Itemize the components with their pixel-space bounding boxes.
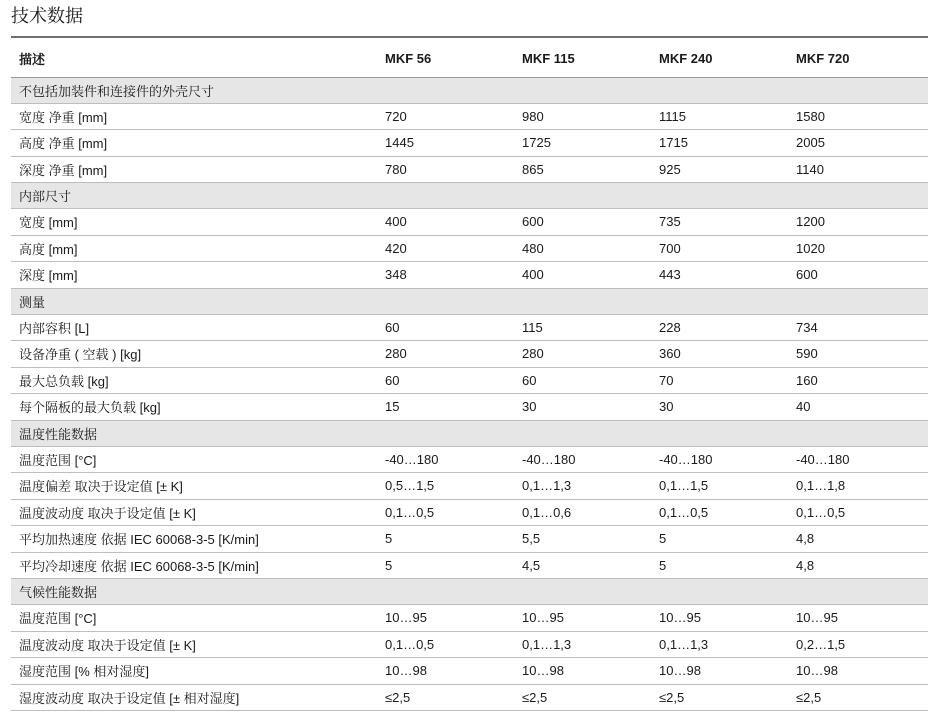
cell-value: 590 — [788, 341, 928, 368]
table-row — [11, 394, 928, 421]
cell-value: 0,1…1,5 — [651, 473, 788, 500]
cell-value: 5 — [377, 526, 514, 553]
cell-value: 280 — [514, 341, 651, 368]
cell-value: 420 — [377, 235, 514, 262]
table-row — [11, 658, 928, 685]
table-row — [11, 552, 928, 579]
cell-value: 0,1…1,3 — [514, 473, 651, 500]
cell-value: 0,1…1,3 — [514, 631, 651, 658]
cell-value: 360 — [651, 341, 788, 368]
row-label: 每个隔板的最大负载 [kg] — [11, 394, 377, 421]
cell-value: 0,1…0,6 — [514, 499, 651, 526]
cell-value: 0,1…1,3 — [651, 631, 788, 658]
cell-value: -40…180 — [788, 446, 928, 473]
cell-value: 10…95 — [788, 605, 928, 632]
table-row — [11, 209, 928, 236]
cell-value: ≤2,5 — [377, 684, 514, 711]
row-label: 平均加热速度 依据 IEC 60068-3-5 [K/min] — [11, 526, 377, 553]
section-title: 内部尺寸 — [11, 183, 928, 209]
cell-value: 735 — [651, 209, 788, 236]
row-label: 温度偏差 取决于设定值 [± K] — [11, 473, 377, 500]
cell-value: 60 — [377, 367, 514, 394]
table-row — [11, 499, 928, 526]
table-row — [11, 605, 928, 632]
table-row — [11, 367, 928, 394]
table-header — [11, 40, 928, 77]
header-description: 描述 — [11, 40, 377, 77]
row-label: 高度 [mm] — [11, 235, 377, 262]
cell-value: 443 — [651, 262, 788, 289]
cell-value: 10…98 — [788, 658, 928, 685]
cell-value: 865 — [514, 156, 651, 183]
cell-value: 4,8 — [788, 526, 928, 553]
cell-value: 400 — [377, 209, 514, 236]
cell-value: -40…180 — [651, 446, 788, 473]
row-label: 平均冷却速度 依据 IEC 60068-3-5 [K/min] — [11, 552, 377, 579]
row-label: 宽度 [mm] — [11, 209, 377, 236]
row-label: 设备净重 ( 空载 ) [kg] — [11, 341, 377, 368]
header-model: MKF 115 — [514, 40, 651, 77]
page-title: 技术数据 — [11, 6, 83, 26]
cell-value: 15 — [377, 394, 514, 421]
title-rule — [11, 36, 928, 38]
cell-value: 30 — [514, 394, 651, 421]
cell-value: -40…180 — [514, 446, 651, 473]
cell-value: 60 — [514, 367, 651, 394]
tech-data-table — [11, 40, 928, 711]
cell-value: 30 — [651, 394, 788, 421]
cell-value: 1020 — [788, 235, 928, 262]
table-row — [11, 631, 928, 658]
cell-value: 0,1…0,5 — [377, 631, 514, 658]
cell-value: 600 — [514, 209, 651, 236]
section-header-row — [11, 420, 928, 446]
cell-value: 1140 — [788, 156, 928, 183]
cell-value: 4,8 — [788, 552, 928, 579]
cell-value: 0,1…0,5 — [788, 499, 928, 526]
cell-value: 4,5 — [514, 552, 651, 579]
header-model: MKF 720 — [788, 40, 928, 77]
cell-value: 280 — [377, 341, 514, 368]
row-label: 湿度范围 [% 相对湿度] — [11, 658, 377, 685]
table-row — [11, 314, 928, 341]
cell-value: 228 — [651, 314, 788, 341]
cell-value: 700 — [651, 235, 788, 262]
row-label: 湿度波动度 取决于设定值 [± 相对湿度] — [11, 684, 377, 711]
section-title: 气候性能数据 — [11, 579, 928, 605]
row-label: 宽度 净重 [mm] — [11, 103, 377, 130]
cell-value: 0,2…1,5 — [788, 631, 928, 658]
section-header-row — [11, 77, 928, 103]
cell-value: 2005 — [788, 130, 928, 157]
table-row — [11, 130, 928, 157]
row-label: 高度 净重 [mm] — [11, 130, 377, 157]
cell-value: 1725 — [514, 130, 651, 157]
cell-value: 10…98 — [377, 658, 514, 685]
cell-value: ≤2,5 — [651, 684, 788, 711]
cell-value: 0,1…0,5 — [377, 499, 514, 526]
cell-value: 5 — [377, 552, 514, 579]
cell-value: 70 — [651, 367, 788, 394]
cell-value: 720 — [377, 103, 514, 130]
cell-value: 40 — [788, 394, 928, 421]
header-row — [11, 40, 928, 77]
table-row — [11, 473, 928, 500]
cell-value: 925 — [651, 156, 788, 183]
table-row — [11, 262, 928, 289]
cell-value: 60 — [377, 314, 514, 341]
table-row — [11, 684, 928, 711]
cell-value: 1445 — [377, 130, 514, 157]
table-row — [11, 446, 928, 473]
cell-value: 780 — [377, 156, 514, 183]
cell-value: 5,5 — [514, 526, 651, 553]
cell-value: 1200 — [788, 209, 928, 236]
cell-value: 1715 — [651, 130, 788, 157]
row-label: 温度波动度 取决于设定值 [± K] — [11, 499, 377, 526]
section-title: 温度性能数据 — [11, 420, 928, 446]
cell-value: 400 — [514, 262, 651, 289]
cell-value: 10…98 — [651, 658, 788, 685]
table-row — [11, 156, 928, 183]
cell-value: 348 — [377, 262, 514, 289]
header-model: MKF 240 — [651, 40, 788, 77]
row-label: 温度波动度 取决于设定值 [± K] — [11, 631, 377, 658]
cell-value: 0,5…1,5 — [377, 473, 514, 500]
table-row — [11, 526, 928, 553]
cell-value: ≤2,5 — [788, 684, 928, 711]
cell-value: 480 — [514, 235, 651, 262]
row-label: 最大总负载 [kg] — [11, 367, 377, 394]
cell-value: 10…98 — [514, 658, 651, 685]
cell-value: 1580 — [788, 103, 928, 130]
cell-value: 980 — [514, 103, 651, 130]
cell-value: ≤2,5 — [514, 684, 651, 711]
section-header-row — [11, 288, 928, 314]
section-title: 不包括加装件和连接件的外壳尺寸 — [11, 77, 928, 103]
cell-value: 10…95 — [514, 605, 651, 632]
section-header-row — [11, 579, 928, 605]
table-row — [11, 341, 928, 368]
cell-value: 5 — [651, 526, 788, 553]
cell-value: 160 — [788, 367, 928, 394]
cell-value: 600 — [788, 262, 928, 289]
row-label: 温度范围 [°C] — [11, 605, 377, 632]
cell-value: 0,1…1,8 — [788, 473, 928, 500]
table-body — [11, 77, 928, 711]
cell-value: 10…95 — [651, 605, 788, 632]
cell-value: 0,1…0,5 — [651, 499, 788, 526]
table-row — [11, 235, 928, 262]
cell-value: 115 — [514, 314, 651, 341]
table-row — [11, 103, 928, 130]
section-header-row — [11, 183, 928, 209]
cell-value: -40…180 — [377, 446, 514, 473]
row-label: 内部容积 [L] — [11, 314, 377, 341]
row-label: 温度范围 [°C] — [11, 446, 377, 473]
row-label: 深度 [mm] — [11, 262, 377, 289]
section-title: 测量 — [11, 288, 928, 314]
row-label: 深度 净重 [mm] — [11, 156, 377, 183]
cell-value: 734 — [788, 314, 928, 341]
cell-value: 5 — [651, 552, 788, 579]
cell-value: 10…95 — [377, 605, 514, 632]
header-model: MKF 56 — [377, 40, 514, 77]
cell-value: 1115 — [651, 103, 788, 130]
